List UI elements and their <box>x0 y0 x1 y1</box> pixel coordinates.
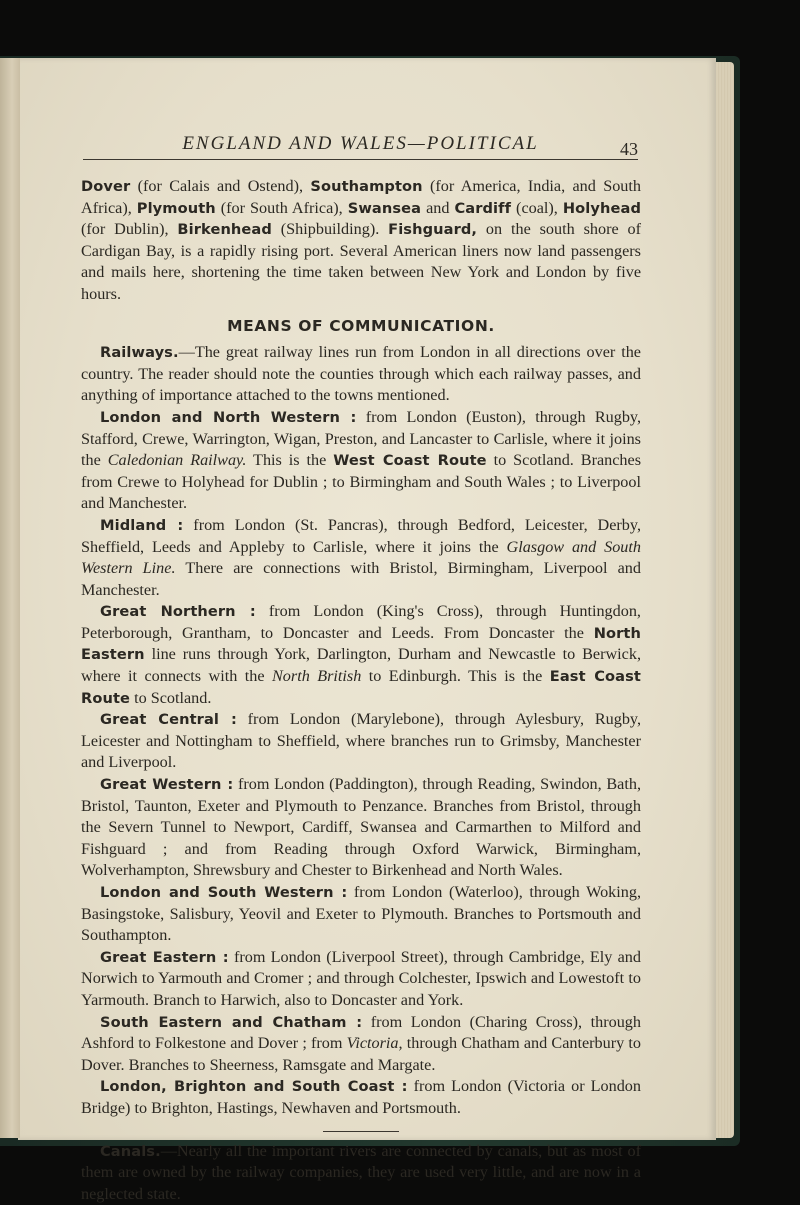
keyword-cardiff: Cardiff <box>454 199 512 217</box>
text-run: (for Calais and Ostend), <box>130 177 311 195</box>
text-run: from London (Euston), through Rugby, Stafford, Crewe, Warrington, Wigan, Preston, and Lancaster to Carlisle, where it joins the <box>81 407 642 470</box>
italic-run: North British <box>272 667 362 686</box>
page-number: 43 <box>620 139 638 159</box>
text-run: to Scotland. <box>130 688 212 707</box>
lnw-paragraph <box>81 407 641 515</box>
text-run: from London (Charing Cross), through Ashford to Folkestone and Dover ; from <box>81 1012 641 1053</box>
text-run: and <box>421 198 455 217</box>
ge-paragraph <box>81 947 641 1012</box>
text-run: from London (Victoria or London Bridge) to Brighton, Hastings, Newhaven and Portsmouth. <box>81 1077 641 1117</box>
keyword-canals: Canals. <box>100 1142 161 1160</box>
keyword-holyhead: Holyhead <box>562 199 641 217</box>
keyword-fishguard: Fishguard, <box>388 221 478 239</box>
keyword-southampton: Southampton <box>310 178 423 195</box>
gn-paragraph <box>81 601 641 709</box>
text-run: from London (King's Cross), through Huntingdon, Peterborough, Grantham, to Doncaster and Leeds. From Doncaster the <box>81 602 641 642</box>
section-heading: MEANS OF COMMUNICATION. <box>227 316 495 335</box>
text-run: (for Dublin), <box>81 220 178 239</box>
text-run: from London (St. Pancras), through Bedford, Leicester, Derby, Sheffield, Leeds and Appleby to Carlisle, where it joins the <box>81 515 641 556</box>
keyword-south-eastern-chatham: South Eastern and Chatham : <box>100 1013 363 1031</box>
keyword-lbsc: London, Brighton and South Coast : <box>100 1078 408 1096</box>
railways-paragraph <box>81 342 641 407</box>
text-run: —Nearly all the important rivers are connected by canals, but as most of them are owned by the railway companies, they are used very little, and are now in a neglected state. <box>81 1141 641 1203</box>
keyword-west-coast-route: West Coast Route <box>333 452 487 470</box>
italic-run: Glasgow and South Western Line. <box>81 537 641 578</box>
text-run: (Shipbuilding). <box>271 220 389 239</box>
keyword-lsw: London and South Western : <box>100 884 348 901</box>
text-run: (for America, India, and South Africa), <box>81 177 641 217</box>
text-run: from London (Waterloo), through Woking, Basingstoke, Salisbury, Yeovil and Exeter to Plymouth. Branches to Portsmouth and Southampton. <box>81 883 641 945</box>
keyword-dover: Dover <box>81 178 131 195</box>
canals-paragraph <box>81 1141 641 1205</box>
keyword-great-northern: Great Northern : <box>100 603 256 621</box>
text-run: This is the <box>246 451 334 470</box>
ports-paragraph <box>81 176 641 306</box>
text-run: (for South Africa), <box>215 198 348 217</box>
gc-paragraph <box>81 709 641 774</box>
text-run: to Edinburgh. This is the <box>361 667 550 686</box>
keyword-railways: Railways. <box>100 344 179 362</box>
text-run: on the south shore of Cardigan Bay, is a rapidly rising port. Several American liners now land passengers and mails here, shortening the time taken between New York and London by five hours. <box>81 220 641 303</box>
sec-paragraph <box>81 1012 641 1077</box>
page-header <box>83 133 638 160</box>
text-run: line runs through York, Darlington, Durham and Newcastle to Berwick, where it connects with the <box>81 645 641 686</box>
italic-run: Caledonian Railway. <box>107 451 247 470</box>
lbsc-paragraph <box>81 1076 641 1119</box>
text-run: from London (Liverpool Street), through Cambridge, Ely and Norwich to Yarmouth and Cromer ; and through Colchester, Ipswich and Lowestoft to Yarmouth. Branch to Harwich, also to Doncaster and York. <box>81 947 641 1009</box>
text-run: to Scotland. Branches from Crewe to Holyhead for Dublin ; to Birmingham and South Wales ; to Liverpool and Manchester. <box>81 451 641 513</box>
section-divider <box>323 1131 399 1132</box>
keyword-plymouth: Plymouth <box>136 199 216 217</box>
book-gutter <box>0 58 20 1138</box>
keyword-great-central: Great Central : <box>100 711 237 729</box>
keyword-birkenhead: Birkenhead <box>177 221 272 239</box>
text-run: through Chatham and Canterbury to Dover. Branches to Sheerness, Ramsgate and Margate. <box>81 1034 641 1074</box>
text-run: —The great railway lines run from London in all directions over the country. The reader should note the counties through which each railway passes, and anything of importance attached to the towns mentioned. <box>81 343 641 405</box>
keyword-lnw: London and North Western : <box>100 408 357 426</box>
text-run: from London (Paddington), through Reading, Swindon, Bath, Bristol, Taunton, Exeter and Plymouth to Penzance. Branches from Bristol, through the Severn Tunnel to Newport, Cardiff, Swansea and Carmarthen to Milford and Fishguard ; and from Reading through Oxford Warwick, Birmingham, Wolverhampton, Shrewsbury and Chester to Birkenhead and North Wales. <box>81 775 641 880</box>
body-text <box>81 176 641 1205</box>
gw-paragraph <box>81 774 641 882</box>
keyword-great-eastern: Great Eastern : <box>100 948 229 966</box>
lsw-paragraph <box>81 882 641 947</box>
running-title: ENGLAND AND WALES—POLITICAL <box>182 133 539 154</box>
text-run: There are connections with Bristol, Birmingham, Liverpool and Manchester. <box>81 559 641 599</box>
keyword-great-western: Great Western : <box>100 776 234 794</box>
keyword-midland: Midland : <box>100 516 184 534</box>
keyword-east-coast-route: East Coast Route <box>81 668 641 707</box>
keyword-north-eastern: North Eastern <box>81 624 641 664</box>
text-run: from London (Marylebone), through Aylesbury, Rugby, Leicester and Nottingham to Sheffield, where branches run to Grimsby, Manchester and Liverpool. <box>81 710 642 772</box>
keyword-swansea: Swansea <box>347 199 422 217</box>
midland-paragraph <box>81 515 641 601</box>
text-run: (coal), <box>511 198 563 217</box>
italic-run: Victoria, <box>346 1034 403 1053</box>
